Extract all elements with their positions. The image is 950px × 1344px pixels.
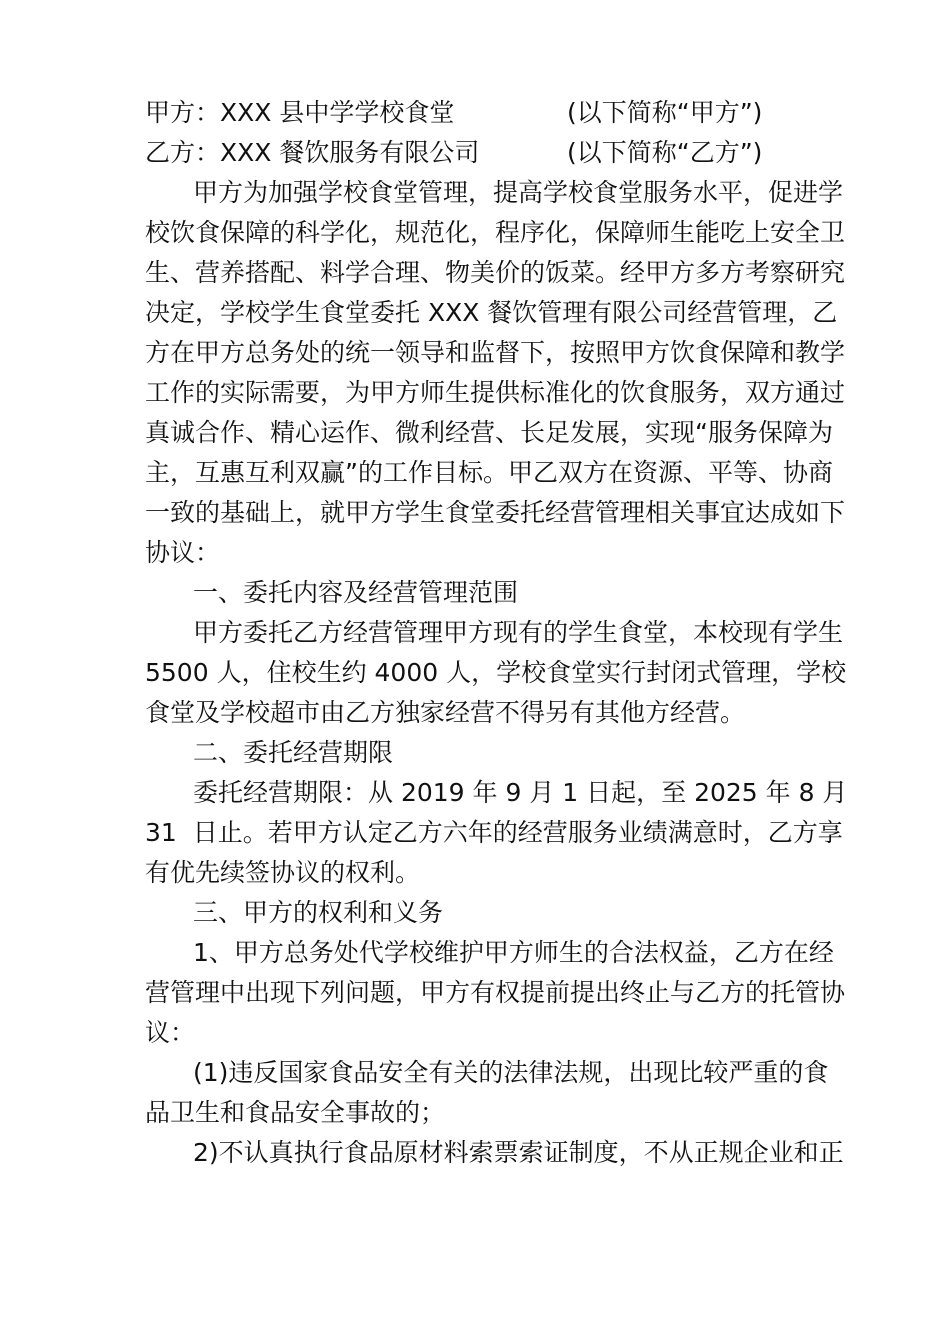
- text-line: 品卫生和食品安全事故的；: [145, 1098, 446, 1127]
- text-line: 2)不认真执行食品原材料索票索证制度，不从正规企业和正: [193, 1138, 844, 1167]
- text-line: (1)违反国家食品安全有关的法律法规，出现比较严重的食: [193, 1058, 829, 1087]
- text-line: 真诚合作、精心运作、微利经营、长足发展，实现“服务保障为: [145, 418, 833, 447]
- text-line: 食堂及学校超市由乙方独家经营不得另有其他方经营。: [145, 698, 746, 727]
- text-line: 校饮食保障的科学化，规范化，程序化，保障师生能吃上安全卫: [145, 218, 846, 247]
- text-line: 有优先续签协议的权利。: [145, 858, 421, 887]
- section-heading: 二、委托经营期限: [193, 738, 394, 767]
- text-line: 一致的基础上，就甲方学生食堂委托经营管理相关事宜达成如下: [145, 498, 846, 527]
- text-line: 甲方委托乙方经营管理甲方现有的学生食堂，本校现有学生: [193, 618, 844, 647]
- section-heading: 三、甲方的权利和义务: [193, 898, 444, 927]
- text-line: 方在甲方总务处的统一领导和监督下，按照甲方饮食保障和教学: [145, 338, 846, 367]
- text-line: 生、营养搭配、料学合理、物美价的饭菜。经甲方多方考察研究: [145, 258, 846, 287]
- party-b-line: 乙方：XXX 餐饮服务有限公司: [145, 138, 480, 167]
- text-line: 甲方为加强学校食堂管理，提高学校食堂服务水平，促进学: [193, 178, 844, 207]
- party-a-line: 甲方：XXX 县中学学校食堂: [145, 98, 455, 127]
- text-line: 决定，学校学生食堂委托 XXX 餐饮管理有限公司经营管理，乙: [145, 298, 838, 327]
- section-heading: 一、委托内容及经营管理范围: [193, 578, 519, 607]
- text-line: 协议：: [145, 538, 221, 567]
- text-line: 工作的实际需要，为甲方师生提供标准化的饮食服务，双方通过: [145, 378, 846, 407]
- text-line: 主，互惠互利双赢”的工作目标。甲乙双方在资源、平等、协商: [145, 458, 833, 487]
- party-a-note: (以下简称“甲方”): [567, 98, 763, 127]
- text-line: 营管理中出现下列问题，甲方有权提前提出终止与乙方的托管协: [145, 978, 846, 1007]
- text-line: 1、甲方总务处代学校维护甲方师生的合法权益，乙方在经: [193, 938, 834, 967]
- text-line: 5500 人，住校生约 4000 人，学校食堂实行封闭式管理，学校: [145, 658, 847, 687]
- text-line: 委托经营期限：从 2019 年 9 月 1 日起，至 2025 年 8 月: [193, 778, 848, 807]
- text-line: 议：: [145, 1018, 196, 1047]
- text-line: 31 日止。若甲方认定乙方六年的经营服务业绩满意时，乙方享: [145, 818, 843, 847]
- party-b-note: (以下简称“乙方”): [567, 138, 763, 167]
